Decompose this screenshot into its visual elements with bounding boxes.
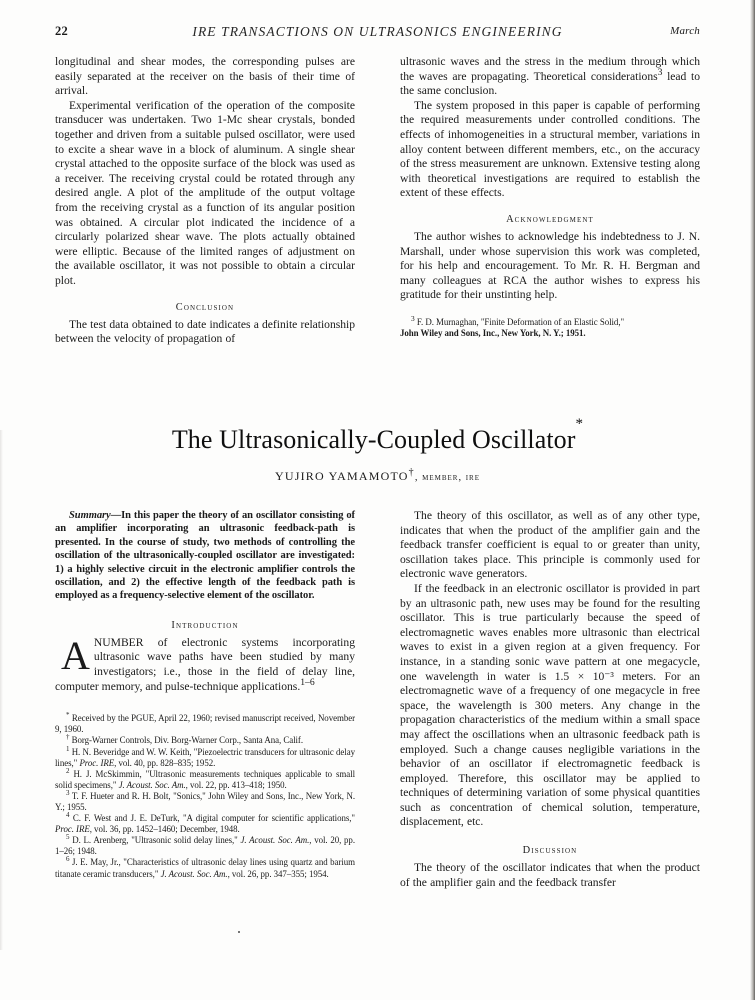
article-title [55, 415, 700, 455]
paragraph-experimental: Experimental verification of the operation of the composite transducer was undertaken. Two 1-Mc shear crystals, bonded together and driven from a suitable pulsed oscillator, were used to excite a shear wave in a block of aluminum. A single shear crystal attached to the opposite surface of the block was used as a receiver. The receiving crystal could be rotated through any desired angle. A plot of the amplitude of the output voltage from the receiving crystal as a function of its angular position was obtained. A circular plot indicated the incidence of a circularly polarized shear wave. The plots actually obtained were elliptic. Because of the limited ranges of adjustment on the available oscillator, it was not possible to obtain a circular plot. [55, 98, 355, 287]
journal-title: IRE TRANSACTIONS ON ULTRASONICS ENGINEERING [192, 24, 563, 39]
article-title-text: The Ultrasonically-Coupled Oscillator [171, 425, 576, 454]
footnote-marker-5: 5 [66, 833, 70, 842]
paragraph-discussion: The theory of the oscillator indicates that when the product of the amplifier gain and the feedback transfer [400, 861, 700, 889]
introduction-opening-caps: NUMBER [93, 635, 144, 649]
scan-artifact-speck [238, 931, 240, 933]
paragraph-theory: The theory of this oscillator, as well as of any other type, indicates that when the product of the amplifier gain and the feedback transfer coefficient is equal to or greater than unity, oscillation takes place. This principle is commonly used for electronic wave generators. [400, 509, 700, 581]
introduction-reference-range: 1–6 [300, 676, 315, 688]
footnote-journal-4: Proc. IRE [55, 824, 90, 835]
article-byline [55, 469, 700, 484]
drop-cap-letter: A [61, 632, 90, 678]
footnote-ref-4 [55, 813, 355, 835]
paragraph-continued-right-sup: 3 [657, 66, 663, 78]
paragraph-continued-right [400, 55, 700, 99]
footnote-text-6-post: , vol. 26, pp. 347–355; 1954. [227, 868, 329, 879]
footnote-dagger [55, 735, 355, 746]
paragraph-system: The system proposed in this paper is capable of performing the required measurements under controlled conditions. The effects of inhomogeneities in a structural member, variations in alloy content between different members, etc., on the accuracy of the stress measurement are unknown. Extensive testing along with theoretical investigations are required to establish the extent of these effects. [400, 98, 700, 200]
article-title-footnote-marker: * [575, 415, 584, 432]
footnote-marker-2: 2 [66, 766, 70, 775]
paragraph-feedback: If the feedback in an electronic oscillator is provided in part by an ultrasonic path, new uses may be found for the resulting oscillator. This is true particularly because the speed of electromagnetic waves enables more ultrasonic than electrical waves to exist in a given region at a given frequency. For instance, in a standing sonic wave pattern at one megacycle, one wavelength in water is 1.5 × 10⁻³ meters. For an electromagnetic wave of a frequency of one megacycle in free space, the wavelength is 300 meters. Any change in the propagation characteristics of the medium within a small space may affect the oscillations when an ultrasonic feedback path is employed. Such a change causes negligible variations in the behavior of an oscillator if electromagnetic feedback is employed. Therefore, this oscillator may be applied to techniques of determining variation of some physical quantities such as concentration of chemical solution, temperature, displacement, etc. [400, 581, 700, 829]
footnote-text-2-post: , vol. 22, pp. 413–418; 1950. [185, 779, 287, 790]
paragraph-acknowledgment: The author wishes to acknowledge his indebtedness to J. N. Marshall, under whose supervision this work was completed, for his help and encouragement. To Mr. R. H. Bergman and many colleagues at RCA the author wishes to express his gratitude for their unstinting help. [400, 229, 700, 302]
author-name: YUJIRO YAMAMOTO [274, 469, 409, 483]
paragraph-introduction [55, 632, 355, 694]
footnote-marker-3: 3 [66, 788, 70, 797]
heading-acknowledgment: Acknowledgment [506, 213, 594, 225]
reference-footnote-line1: F. D. Murnaghan, "Finite Deformation of an Elastic Solid," [416, 316, 625, 327]
author-footnote-marker: † [408, 467, 415, 478]
scan-edge-right [750, 0, 755, 1000]
article-right-column [400, 509, 700, 890]
footnote-journal-1: Proc. IRE [79, 757, 115, 768]
footnote-ref-3 [55, 788, 355, 813]
footnote-text-5-pre: D. L. Arenberg, "Ultrasonic solid delay lines," [72, 835, 241, 846]
footnote-marker-asterisk: * [66, 711, 70, 720]
footnote-asterisk [55, 713, 355, 735]
paragraph-conclusion: The test data obtained to date indicates a definite relationship between the velocity of propagation of [55, 317, 355, 346]
footnote-text-1-post: , vol. 40, pp. 828–835; 1952. [114, 757, 216, 768]
paragraph-continued-right-text: ultrasonic waves and the stress in the medium through which the waves are propagating. Theoretical considerations [400, 55, 700, 83]
introduction-text: of electronic systems incorporating ultrasonic wave paths have been studied by many investigators; i.e., those in the field of delay line, computer memory, and pulse-technique applications. [55, 635, 355, 693]
footnote-text-dagger: Borg-Warner Controls, Div. Borg-Warner Corp., Santa Ana, Calif. [71, 735, 304, 746]
heading-discussion: Discussion [522, 845, 578, 857]
footnote-text-4-pre: C. F. West and J. E. DeTurk, "A digital computer for scientific applications," [72, 813, 356, 824]
article-left-column [55, 509, 355, 880]
summary-dash: — [110, 510, 122, 521]
previous-article-left-column [55, 55, 355, 347]
previous-article-right-column [400, 55, 700, 339]
heading-introduction: Introduction [171, 619, 239, 631]
footnote-text-asterisk: Received by the PGUE, April 22, 1960; revised manuscript received, November 9, 1960. [55, 713, 356, 735]
author-affiliation: , member, ire [414, 472, 480, 483]
page-number: 22 [55, 24, 68, 38]
scan-edge-left [0, 430, 3, 950]
paragraph-continued-right-tail: lead to the same conclusion. [400, 69, 700, 98]
footnote-text-1-pre: H. N. Beveridge and W. W. Keith, "Piezoelectric transducers for ultrasonic delay lines," [55, 746, 355, 768]
footnote-marker-1: 1 [66, 744, 70, 753]
issue-month: March [670, 25, 700, 37]
article-header [55, 415, 700, 484]
footnote-marker-6: 6 [66, 855, 70, 864]
footnote-text-5-post: , vol. 20, pp. 1–26; 1948. [55, 835, 355, 857]
footnote-journal-5: J. Acoust. Soc. Am. [240, 835, 310, 846]
paragraph-continued: longitudinal and shear modes, the corresponding pulses are easily separated at the receiver on the basis of their time of arrival. [55, 55, 355, 98]
summary-text: In this paper the theory of an oscillator consisting of an amplifier incorporating an ultrasonic feedback-path is presented. In the course of study, two methods of controlling the oscillation of the ultrasonically-coupled oscillator are investigated: 1) a highly selective circuit in the electronic amplifier controls the oscillation, and 2) the effective length of the feedback path is employed as a frequency-selective element of the oscillator. [55, 510, 355, 602]
article-summary [55, 509, 355, 603]
footnote-text-2-pre: H. J. McSkimmin, "Ultrasonic measurements techniques applicable to small solid specimens," [55, 768, 355, 790]
summary-lead-word: Summary [69, 510, 111, 521]
reference-footnote-line2: John Wiley and Sons, Inc., New York, N. Y.; 1951. [400, 328, 586, 338]
footnote-ref-5 [55, 835, 355, 857]
footnote-ref-1 [55, 744, 355, 769]
footnote-text-6-pre: J. E. May, Jr., "Characteristics of ultrasonic delay lines using quartz and barium titanate ceramic transducers," [55, 857, 355, 879]
footnote-journal-6: J. Acoust. Soc. Am. [160, 868, 228, 879]
footnote-marker-dagger: † [66, 733, 70, 742]
reference-footnote [400, 313, 700, 339]
footnote-text-4-post: , vol. 36, pp. 1452–1460; December, 1948. [89, 824, 240, 835]
reference-footnote-marker: 3 [411, 313, 415, 323]
running-head [55, 24, 700, 40]
footnote-ref-2 [55, 766, 355, 791]
heading-conclusion: Conclusion [175, 301, 235, 313]
article-footnotes [55, 713, 355, 879]
footnote-marker-4: 4 [66, 811, 70, 820]
footnote-ref-6 [55, 857, 355, 879]
footnote-text-3-pre: T. F. Hueter and R. H. Bolt, "Sonics," John Wiley and Sons, Inc., New York, N. Y.; 1955. [55, 790, 355, 812]
footnote-journal-2: J. Acoust. Soc. Am. [118, 779, 186, 790]
